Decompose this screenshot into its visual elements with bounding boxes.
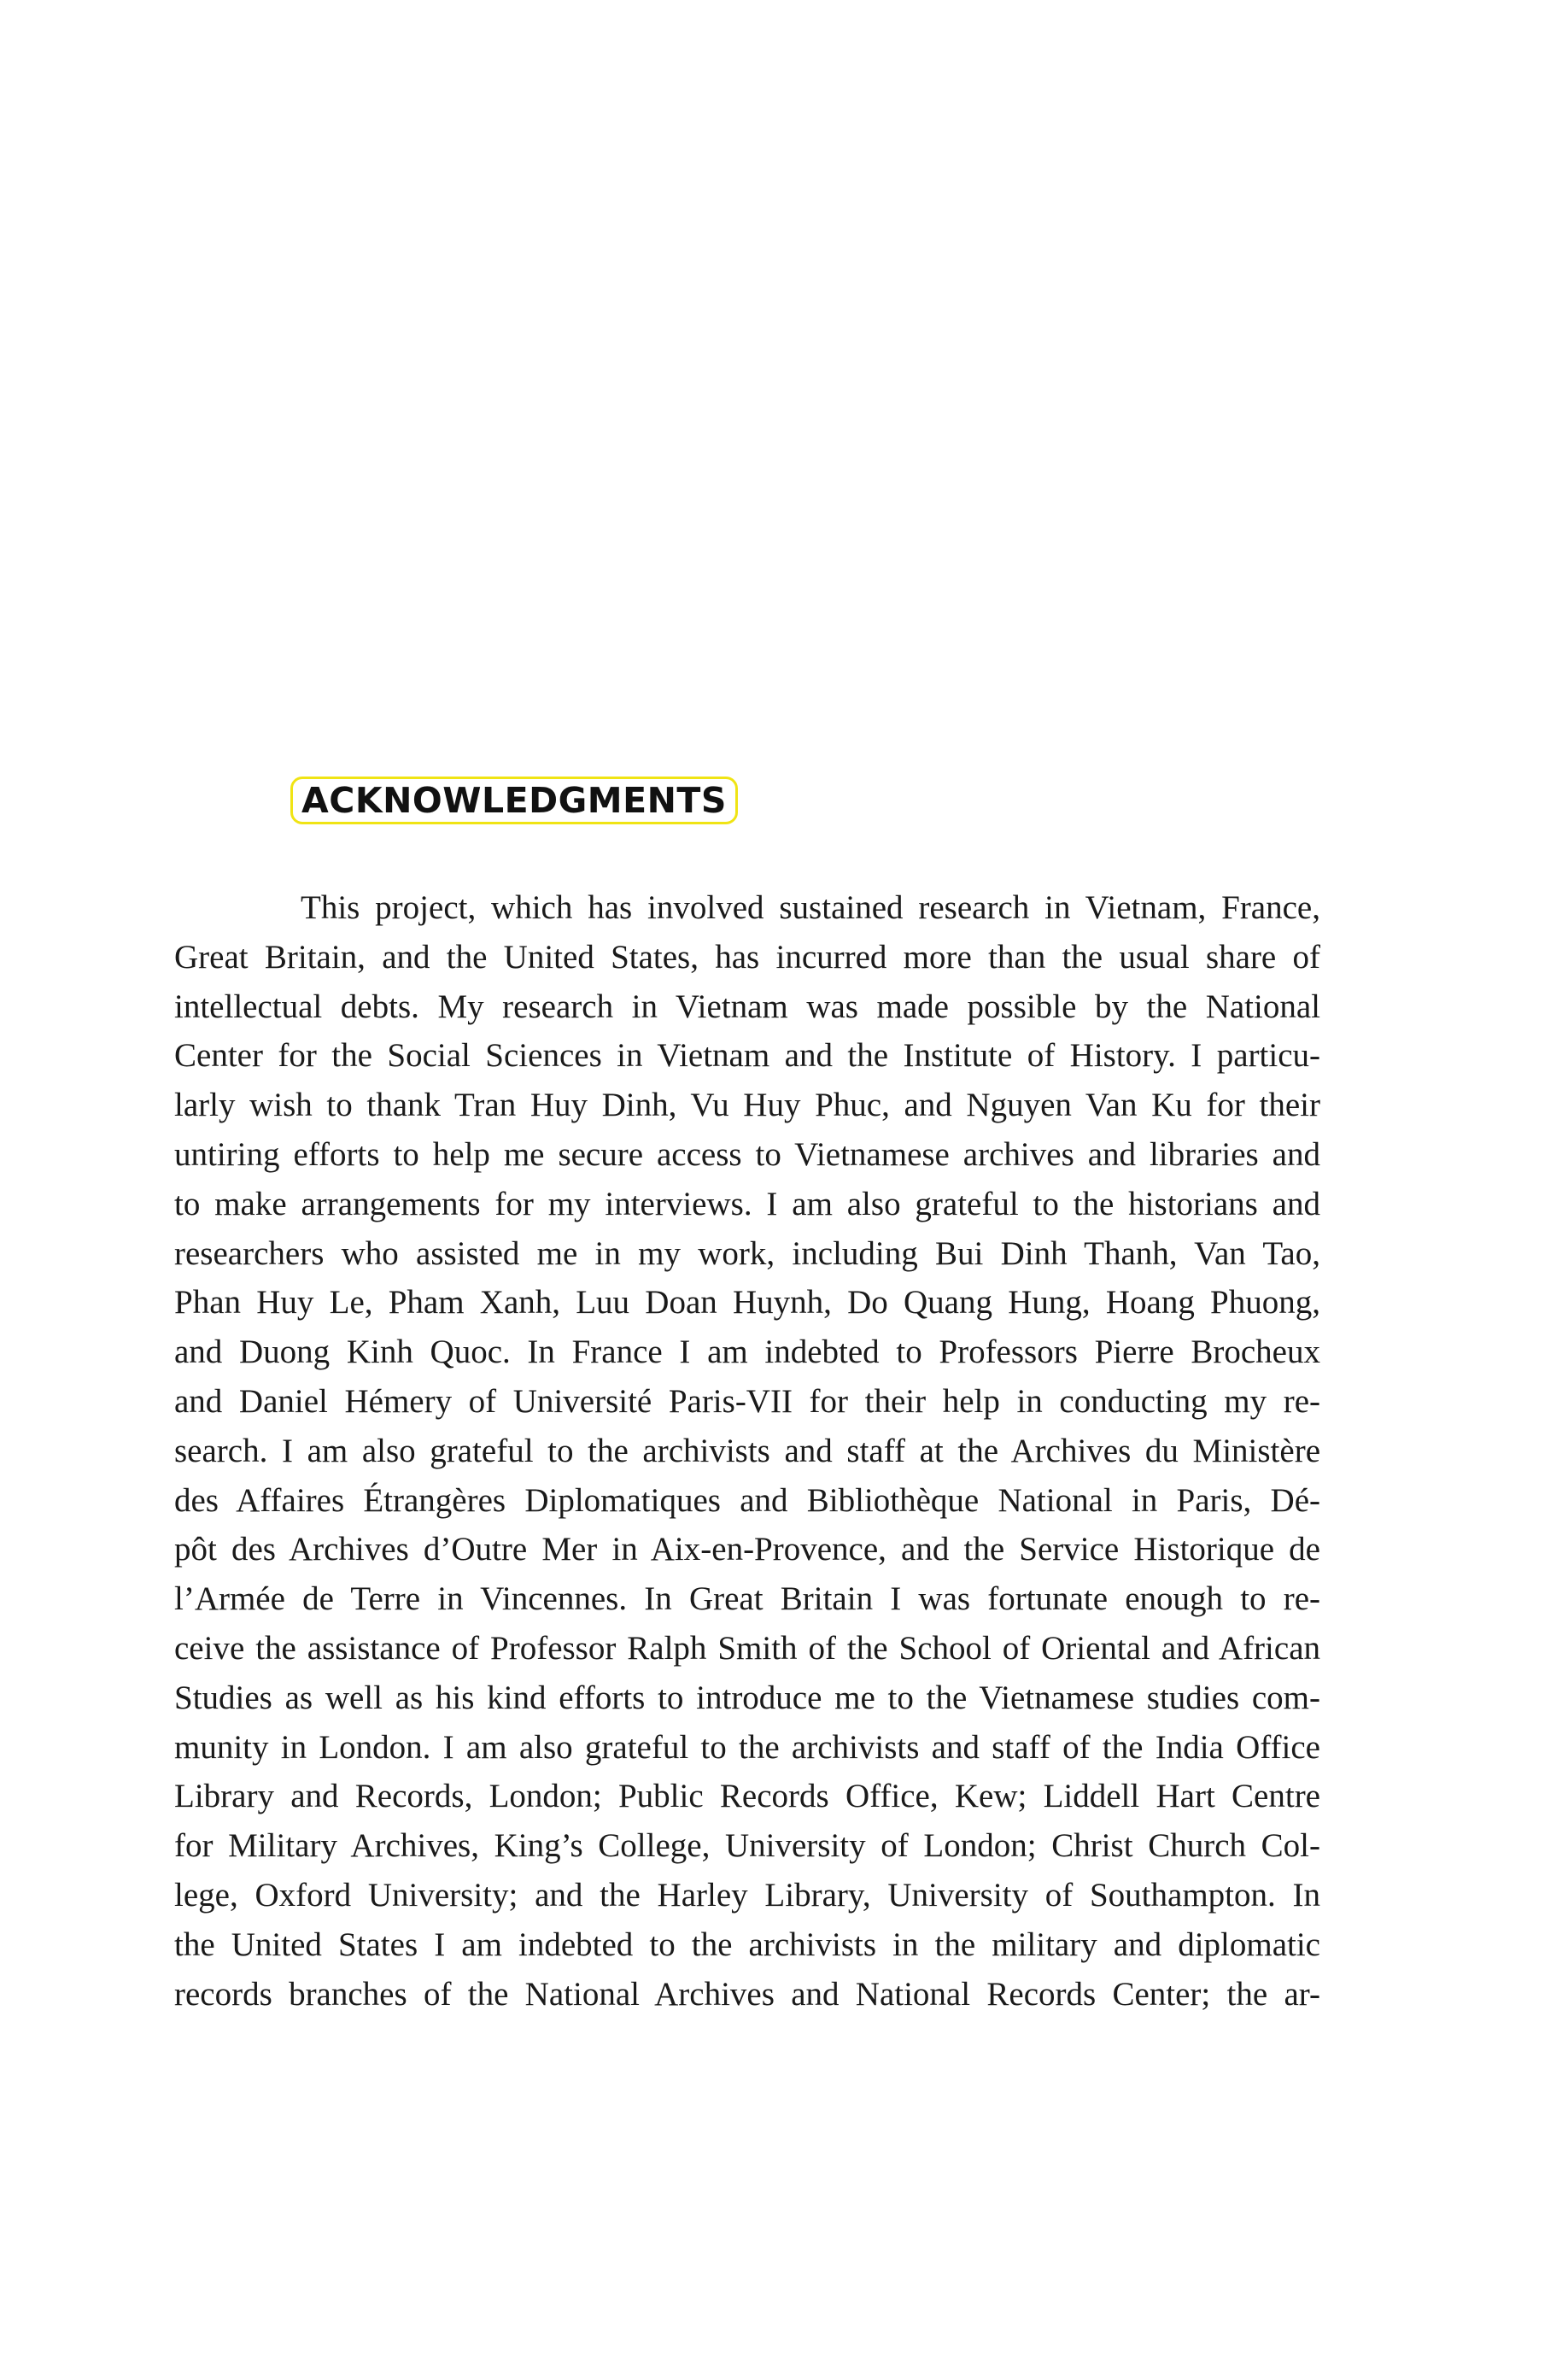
body-paragraph xyxy=(174,883,1320,2019)
text-line: Studies as well as his kind efforts to introduce me to the Vietnamese studies com- xyxy=(174,1679,1320,1716)
text-line: and Duong Kinh Quoc. In France I am indebted to Professors Pierre Brocheux xyxy=(174,1333,1320,1371)
text-line: ceive the assistance of Professor Ralph Smith of the School of Oriental and African xyxy=(174,1629,1320,1667)
text-line: search. I am also grateful to the archivists and staff at the Archives du Ministère xyxy=(174,1432,1320,1469)
text-line: to make arrangements for my interviews. I am also grateful to the historians and xyxy=(174,1185,1320,1222)
text-line: the United States I am indebted to the archivists in the military and diplomatic xyxy=(174,1925,1320,1963)
text-line: Great Britain, and the United States, has incurred more than the usual share of xyxy=(174,938,1320,976)
page-title: ACKNOWLEDGMENTS xyxy=(301,779,727,821)
text-line: des Affaires Étrangères Diplomatiques and Bibliothèque National in Paris, Dé- xyxy=(174,1481,1320,1519)
text-line: This project, which has involved sustained research in Vietnam, France, xyxy=(301,889,1320,926)
text-line: pôt des Archives d’Outre Mer in Aix-en-Provence, and the Service Historique de xyxy=(174,1531,1320,1568)
text-line: munity in London. I am also grateful to the archivists and staff of the India Office xyxy=(174,1728,1320,1766)
text-line: larly wish to thank Tran Huy Dinh, Vu Huy Phuc, and Nguyen Van Ku for their xyxy=(174,1087,1320,1124)
text-line: lege, Oxford University; and the Harley Library, University of Southampton. In xyxy=(174,1876,1320,1914)
text-line: intellectual debts. My research in Vietnam was made possible by the National xyxy=(174,988,1320,1025)
text-line: l’Armée de Terre in Vincennes. In Great Britain I was fortunate enough to re- xyxy=(174,1580,1320,1618)
text-line: and Daniel Hémery of Université Paris-VII for their help in conducting my re- xyxy=(174,1382,1320,1420)
text-line: Library and Records, London; Public Records Office, Kew; Liddell Hart Centre xyxy=(174,1778,1320,1815)
text-line: untiring efforts to help me secure access to Vietnamese archives and libraries and xyxy=(174,1135,1320,1173)
text-line: Phan Huy Le, Pham Xanh, Luu Doan Huynh, Do Quang Hung, Hoang Phuong, xyxy=(174,1284,1320,1322)
text-line: records branches of the National Archives and National Records Center; the ar- xyxy=(174,1975,1320,2013)
text-line: for Military Archives, King’s College, University of London; Christ Church Col- xyxy=(174,1827,1320,1865)
text-line: Center for the Social Sciences in Vietnam and the Institute of History. I particu- xyxy=(174,1037,1320,1075)
heading-highlight xyxy=(290,777,738,824)
text-line: researchers who assisted me in my work, including Bui Dinh Thanh, Van Tao, xyxy=(174,1234,1320,1272)
